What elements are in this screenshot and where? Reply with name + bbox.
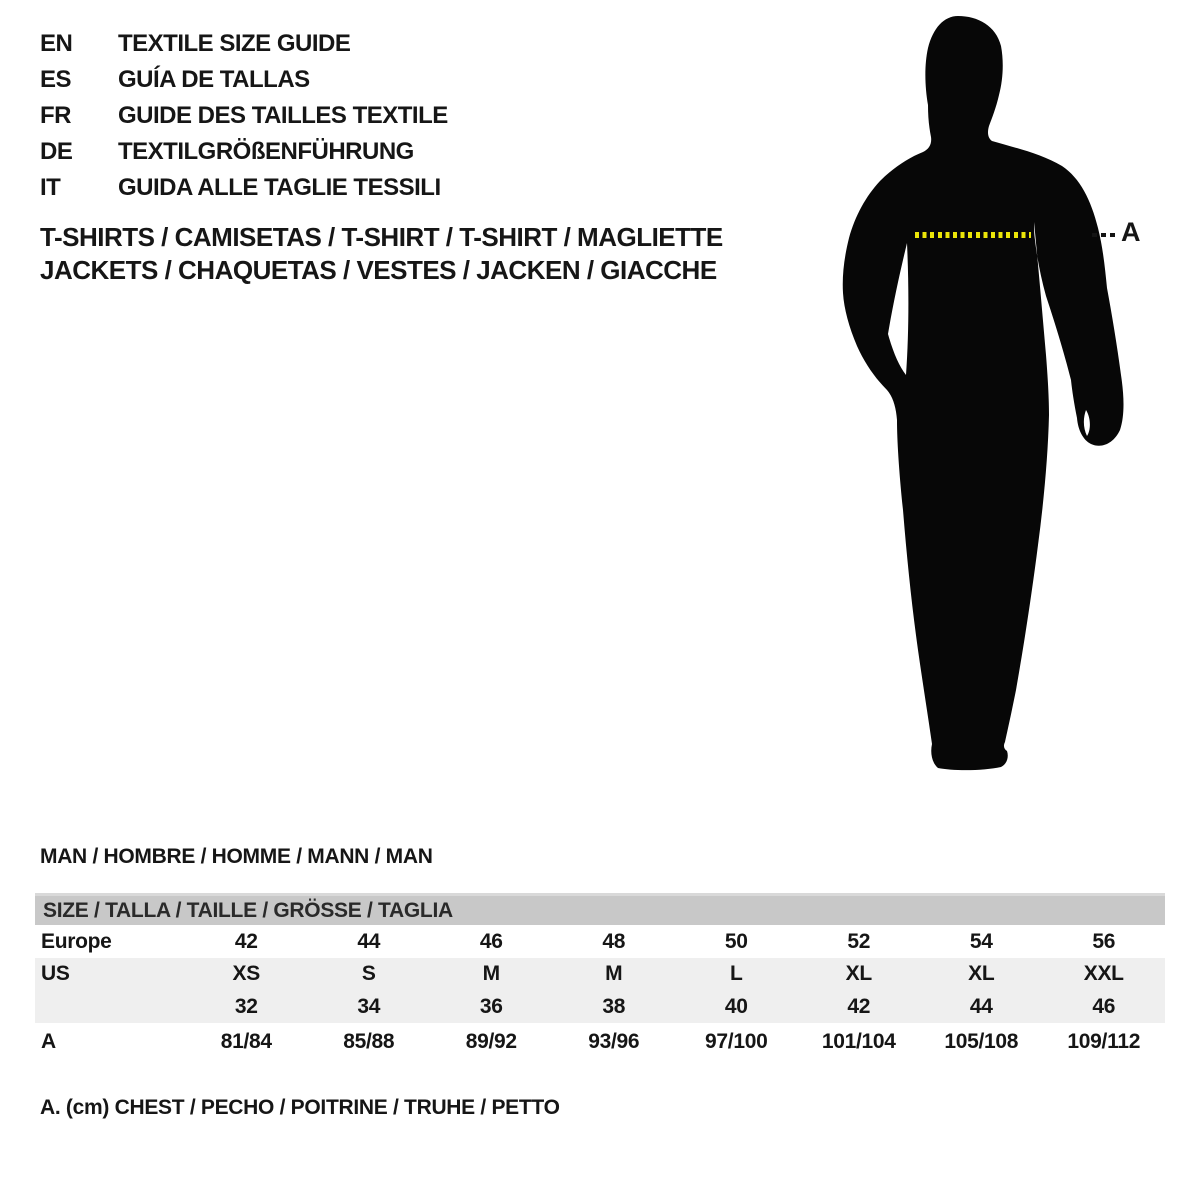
language-label: GUIDA ALLE TAGLIE TESSILI xyxy=(118,174,441,201)
table-cell: XXL xyxy=(1083,962,1124,985)
table-cell: 93/96 xyxy=(588,1029,640,1053)
table-cell: 46 xyxy=(479,929,503,953)
language-code: DE xyxy=(40,138,73,165)
table-cell: 56 xyxy=(1092,929,1116,953)
row-label: US xyxy=(41,962,70,985)
table-cell: 34 xyxy=(357,994,381,1018)
table-cell: M xyxy=(482,962,500,985)
table-cell: 40 xyxy=(724,994,748,1018)
table-cell: XS xyxy=(232,962,260,985)
table-cell: L xyxy=(729,962,743,985)
table-cell: 50 xyxy=(724,929,748,953)
table-cell: XL xyxy=(845,962,872,985)
table-cell: 42 xyxy=(847,994,871,1018)
table-cell: 105/108 xyxy=(944,1029,1019,1053)
language-label: TEXTILE SIZE GUIDE xyxy=(118,30,351,57)
table-cell: 85/88 xyxy=(343,1029,395,1053)
measure-label-a: A xyxy=(1121,217,1141,247)
measurement-footnote: A. (cm) CHEST / PECHO / POITRINE / TRUHE / PETTO xyxy=(40,1096,560,1119)
table-row-numeric-us xyxy=(35,990,1165,1023)
language-label: GUÍA DE TALLAS xyxy=(118,66,310,93)
table-row-us xyxy=(35,958,1165,990)
table-cell: 46 xyxy=(1092,994,1116,1018)
language-code: ES xyxy=(40,66,72,93)
language-code: EN xyxy=(40,30,73,57)
table-cell: 44 xyxy=(357,929,381,953)
gender-section-title: MAN / HOMBRE / HOMME / MANN / MAN xyxy=(40,845,433,868)
table-cell: M xyxy=(605,962,623,985)
language-code: FR xyxy=(40,102,71,129)
table-cell: 54 xyxy=(969,929,993,953)
table-cell: 81/84 xyxy=(220,1029,272,1053)
category-line-jackets: JACKETS / CHAQUETAS / VESTES / JACKEN / GIACCHE xyxy=(40,255,717,285)
table-cell: 52 xyxy=(847,929,871,953)
size-table-header: SIZE / TALLA / TAILLE / GRÖSSE / TAGLIA xyxy=(35,893,1165,925)
row-label: Europe xyxy=(41,929,112,953)
table-row-chest-cm xyxy=(35,1023,1165,1060)
chest-measure-dotted-line xyxy=(915,232,1031,238)
table-cell: 44 xyxy=(969,994,993,1018)
table-row-europe xyxy=(35,925,1165,958)
table-cell: S xyxy=(361,962,376,985)
table-cell: 97/100 xyxy=(705,1029,768,1053)
measure-connector-line xyxy=(1092,233,1117,237)
category-line-tshirts: T-SHIRTS / CAMISETAS / T-SHIRT / T-SHIRT / MAGLIETTE xyxy=(40,222,723,252)
language-label: TEXTILGRÖßENFÜHRUNG xyxy=(118,138,414,165)
table-cell: 48 xyxy=(602,929,626,953)
table-cell: XL xyxy=(968,962,995,985)
table-cell: 42 xyxy=(234,929,258,953)
table-cell: 109/112 xyxy=(1067,1029,1141,1053)
table-cell: 101/104 xyxy=(821,1029,896,1053)
table-cell: 38 xyxy=(602,994,626,1018)
table-cell: 32 xyxy=(234,994,258,1018)
language-code: IT xyxy=(40,174,61,201)
table-cell: 36 xyxy=(479,994,503,1018)
size-table xyxy=(35,893,1165,1060)
row-label: A xyxy=(41,1029,56,1053)
language-label: GUIDE DES TAILLES TEXTILE xyxy=(118,102,448,129)
table-cell: 89/92 xyxy=(465,1029,517,1053)
